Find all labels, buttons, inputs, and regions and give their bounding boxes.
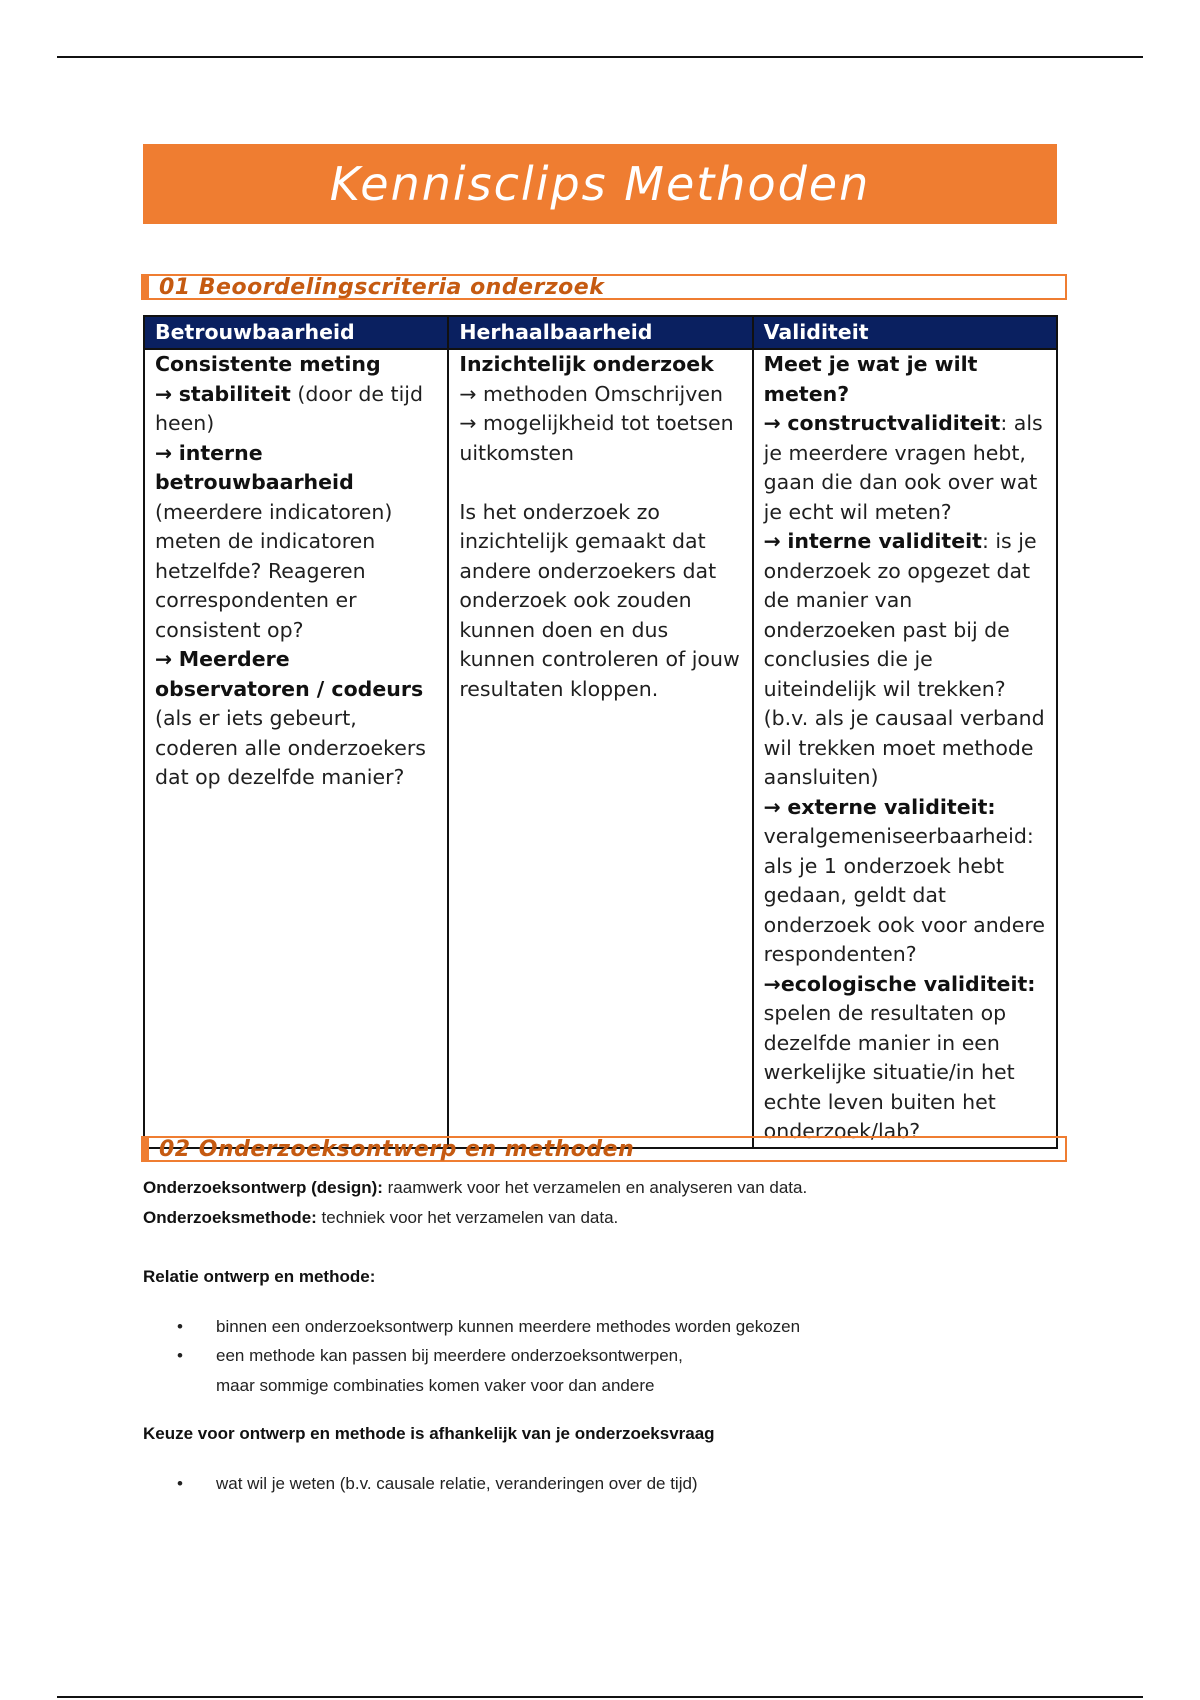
- bullet-icon: •: [177, 1346, 183, 1365]
- column-header-betrouwbaarheid: Betrouwbaarheid: [144, 316, 448, 349]
- col2-methoden: methoden Omschrijven: [483, 381, 723, 406]
- col2-explanation: Is het onderzoek zo inzichtelijk gemaakt dat andere onderzoekers dat onderzoek ook zouden kunnen doen en dus kunnen controleren of jouw resultaten kloppen.: [459, 499, 740, 701]
- arrow-icon: →: [459, 411, 477, 435]
- cell-betrouwbaarheid: [144, 349, 448, 1148]
- col1-meerdere-observatoren: Meerdere observatoren / codeurs: [155, 647, 424, 701]
- table-header-row: [144, 316, 1057, 349]
- col2-toetsen: mogelijkheid tot toetsen uitkomsten: [459, 411, 734, 465]
- relation-heading: [143, 1267, 375, 1287]
- table-row: [144, 349, 1057, 1148]
- column-header-validiteit: Validiteit: [753, 316, 1057, 349]
- definition-design-text: raamwerk voor het verzamelen en analyseren van data.: [382, 1178, 808, 1197]
- bottom-rule: [57, 1696, 1143, 1698]
- list-item: een methode kan passen bij meerdere onderzoeksontwerpen,: [216, 1346, 683, 1365]
- cell-herhaalbaarheid: [448, 349, 752, 1148]
- section-heading-1: [141, 274, 1067, 300]
- list-item-continuation: maar sommige combinaties komen vaker voor dan andere: [216, 1376, 655, 1395]
- col3-externe-validiteit: externe validiteit:: [787, 794, 996, 819]
- col3-interne-validiteit: interne validiteit: [787, 529, 982, 553]
- definition-design-term: Onderzoeksontwerp (design):: [143, 1178, 383, 1197]
- arrow-icon: →: [155, 440, 173, 465]
- col3-ecologische-validiteit-text: spelen de resultaten op dezelfde manier in een werkelijke situatie/in het echte leven buiten het onderzoek/lab?: [763, 1001, 1015, 1143]
- arrow-icon: →: [155, 381, 173, 406]
- criteria-table: [143, 315, 1058, 1149]
- choice-heading-text: Keuze voor ontwerp en methode is afhankelijk van je onderzoeksvraag: [143, 1424, 715, 1443]
- col3-heading: Meet je wat je wilt meten?: [763, 352, 978, 406]
- section-heading-2: [141, 1136, 1067, 1162]
- definition-method-term: Onderzoeksmethode:: [143, 1208, 317, 1227]
- col2-heading: Inzichtelijk onderzoek: [459, 352, 714, 376]
- arrow-icon: →: [155, 647, 173, 671]
- definition-method-text: techniek voor het verzamelen van data.: [316, 1208, 619, 1227]
- list-item: binnen een onderzoeksontwerp kunnen meerdere methodes worden gekozen: [216, 1317, 801, 1336]
- bullet-icon: •: [177, 1474, 183, 1493]
- bullet-icon: •: [177, 1317, 183, 1336]
- col1-stabiliteit: stabiliteit: [178, 381, 291, 406]
- col1-interne-betrouwbaarheid: interne betrouwbaarheid: [155, 440, 354, 494]
- section-heading-2-text: 02 Onderzoeksontwerp en methoden: [159, 1136, 635, 1162]
- arrow-icon: →: [763, 411, 781, 435]
- definition-design: [143, 1178, 807, 1198]
- list-item: wat wil je weten (b.v. causale relatie, veranderingen over de tijd): [216, 1474, 698, 1493]
- arrow-icon: →: [763, 794, 781, 819]
- top-rule: [57, 56, 1143, 58]
- col1-stabiliteit-text: (door de tijd heen): [155, 381, 423, 435]
- arrow-icon: →: [763, 529, 781, 553]
- section-heading-1-text: 01 Beoordelingscriteria onderzoek: [159, 274, 605, 300]
- col1-interne-text: (meerdere indicatoren) meten de indicatoren hetzelfde? Reageren correspondenten er consistent op?: [155, 499, 393, 642]
- page-title: Kennisclips Methoden: [329, 157, 871, 211]
- arrow-icon: →: [763, 971, 781, 996]
- col3-externe-validiteit-text: veralgemeniseerbaarheid: als je 1 onderzoek hebt gedaan, geldt dat onderzoek ook voor andere respondenten?: [763, 824, 1045, 966]
- col3-constructvaliditeit: constructvaliditeit: [787, 411, 1001, 435]
- column-header-herhaalbaarheid: Herhaalbaarheid: [448, 316, 752, 349]
- arrow-icon: →: [459, 381, 477, 406]
- col3-constructvaliditeit-text: : als je meerdere vragen hebt, gaan die dan ook over wat je echt wil meten?: [763, 411, 1043, 524]
- col1-observatoren-text: (als er iets gebeurt, coderen alle onderzoekers dat op dezelfde manier?: [155, 706, 426, 789]
- definition-method: [143, 1208, 618, 1228]
- relation-heading-text: Relatie ontwerp en methode:: [143, 1267, 376, 1286]
- title-banner: [143, 144, 1057, 224]
- col3-ecologische-validiteit: ecologische validiteit:: [780, 971, 1036, 996]
- choice-heading: [143, 1424, 715, 1444]
- col3-interne-validiteit-text: : is je onderzoek zo opgezet dat de manier van onderzoeken past bij de conclusies die je uiteindelijk wil trekken? (b.v. als je causaal verband wil trekken moet methode aansluiten): [763, 529, 1045, 789]
- cell-validiteit: [753, 349, 1057, 1148]
- col1-heading: Consistente meting: [155, 352, 381, 376]
